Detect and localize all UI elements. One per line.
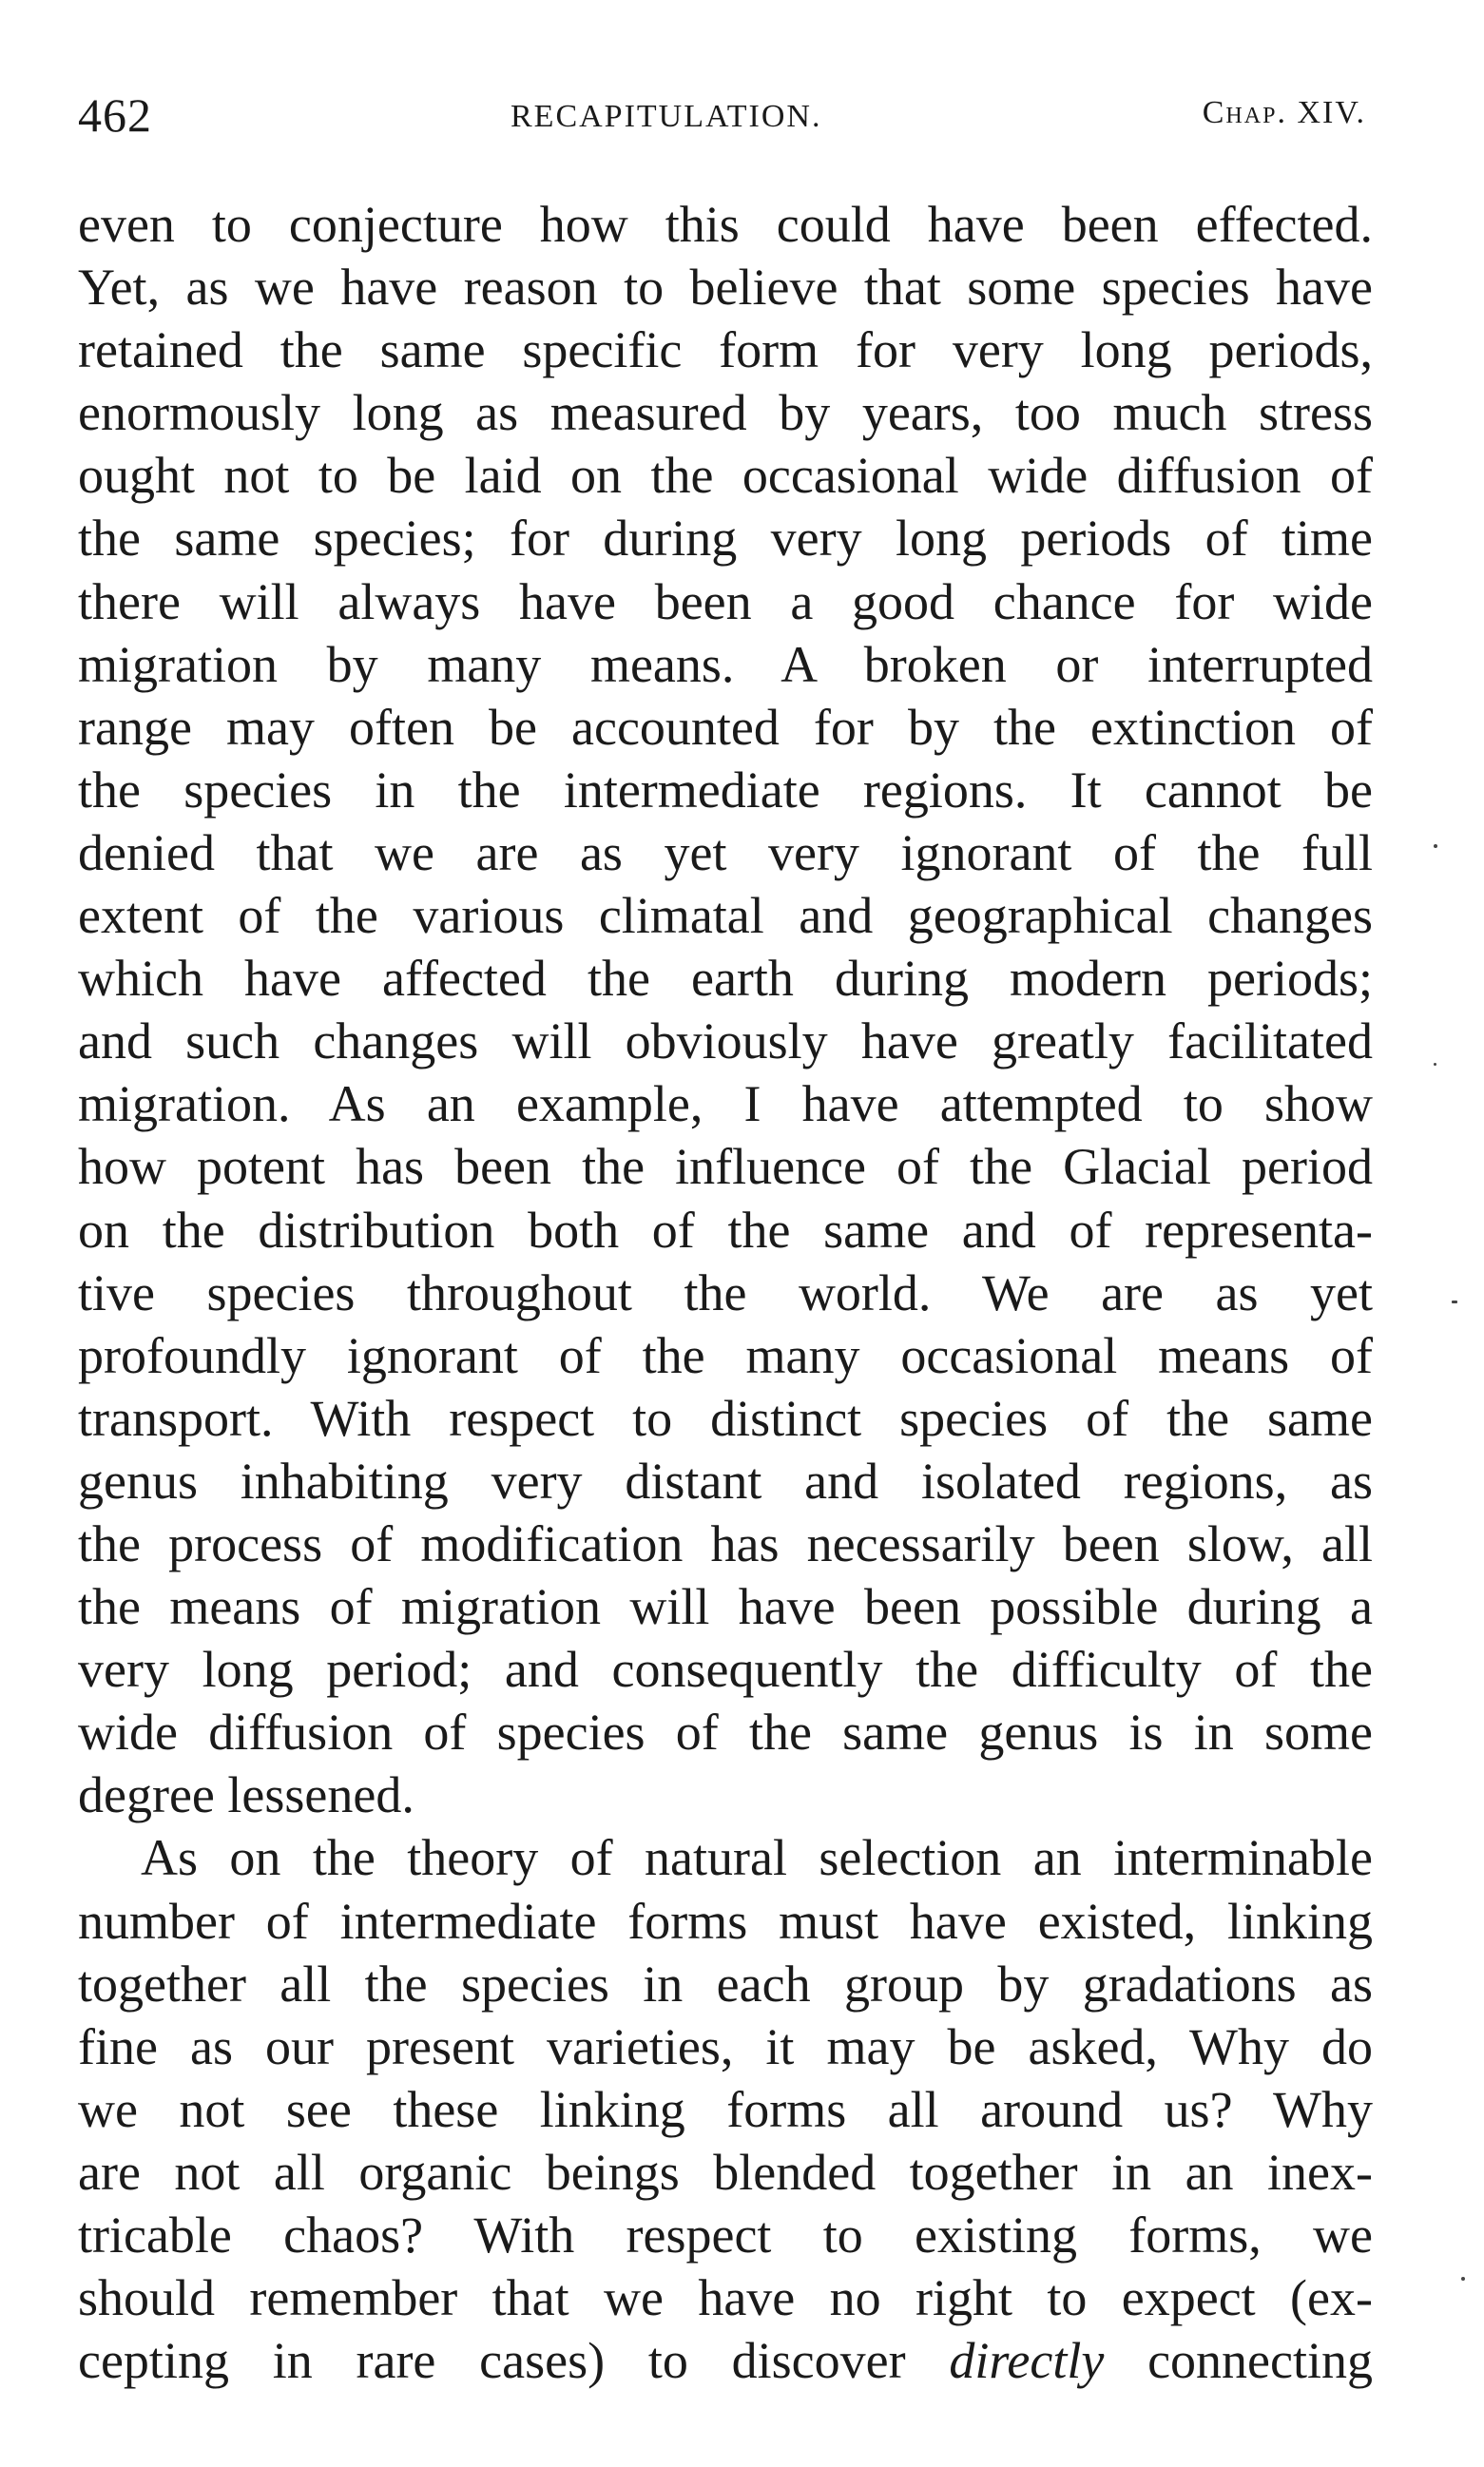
text-line: ought not to be laid on the occasional wide diffusion of (78, 447, 1373, 505)
text-line: how potent has been the influence of the Glacial period (78, 1138, 1373, 1196)
text-line: tricable chaos? With respect to existing forms, we (78, 2207, 1373, 2264)
text-line: transport. With respect to distinct species of the same (78, 1389, 1373, 1447)
final-line (78, 2329, 1373, 2392)
text-line: migration. As an example, I have attempted to show (78, 1075, 1373, 1133)
text-line: are not all organic beings blended together in an inex- (78, 2143, 1373, 2201)
text-line: profoundly ignorant of the many occasional means of (78, 1326, 1373, 1384)
text-line: there will always have been a good chance for wide (78, 572, 1373, 630)
running-head (78, 87, 1366, 145)
final-line-lead: cepting in rare cases) to discover (78, 2332, 906, 2390)
text-line: very long period; and consequently the difficulty of the (78, 1641, 1373, 1699)
text-line: genus inhabiting very distant and isolated regions, as (78, 1452, 1373, 1510)
text-line: which have affected the earth during modern periods; (78, 950, 1373, 1008)
text-line: we not see these linking forms all around us? Why (78, 2080, 1373, 2138)
scan-speck (1434, 1063, 1436, 1066)
text-line: tive species throughout the world. We are as yet (78, 1263, 1373, 1321)
text-line: the species in the intermediate regions. It cannot be (78, 761, 1373, 819)
chapter-label: Chap. XIV. (1202, 95, 1366, 130)
emphasized-word: directly (949, 2332, 1105, 2390)
text-line: and such changes will obviously have greatly facilitated (78, 1012, 1373, 1070)
page-number: 462 (78, 88, 152, 142)
text-line: denied that we are as yet very ignorant of the full (78, 823, 1373, 881)
text-line: on the distribution both of the same and of representa- (78, 1201, 1373, 1259)
text-line: the process of modification has necessarily been slow, all (78, 1514, 1373, 1572)
text-line: fine as our present varieties, it may be asked, Why do (78, 2017, 1373, 2075)
text-line: enormously long as measured by years, too much stress (78, 384, 1373, 442)
text-line: the same species; for during very long periods of time (78, 510, 1373, 568)
text-line: migration by many means. A broken or interrupted (78, 635, 1373, 693)
text-line: even to conjecture how this could have been effected. (78, 196, 1373, 253)
scan-speck (1452, 1301, 1457, 1303)
text-line: Yet, as we have reason to believe that some species have (78, 259, 1373, 317)
text-line: wide diffusion of species of the same genus is in some (78, 1704, 1373, 1762)
body-text (78, 193, 1373, 2392)
scan-speck (1461, 2277, 1465, 2281)
final-line-tail: connecting (1104, 2332, 1373, 2390)
text-line: the means of migration will have been possible during a (78, 1578, 1373, 1636)
text-line: retained the same specific form for very long periods, (78, 321, 1373, 379)
paragraph-start-line: As on the theory of natural selection an interminable (141, 1829, 1373, 1887)
scan-speck (1434, 844, 1437, 848)
text-line: range may often be accounted for by the extinction of (78, 698, 1373, 756)
text-line: extent of the various climatal and geographical changes (78, 887, 1373, 945)
running-title: RECAPITULATION. (511, 99, 822, 134)
text-line: number of intermediate forms must have existed, linking (78, 1892, 1373, 1950)
paragraph-end-line: degree lessened. (78, 1766, 414, 1824)
text-line: should remember that we have no right to expect (ex- (78, 2269, 1373, 2327)
text-line: together all the species in each group by gradations as (78, 1955, 1373, 2013)
